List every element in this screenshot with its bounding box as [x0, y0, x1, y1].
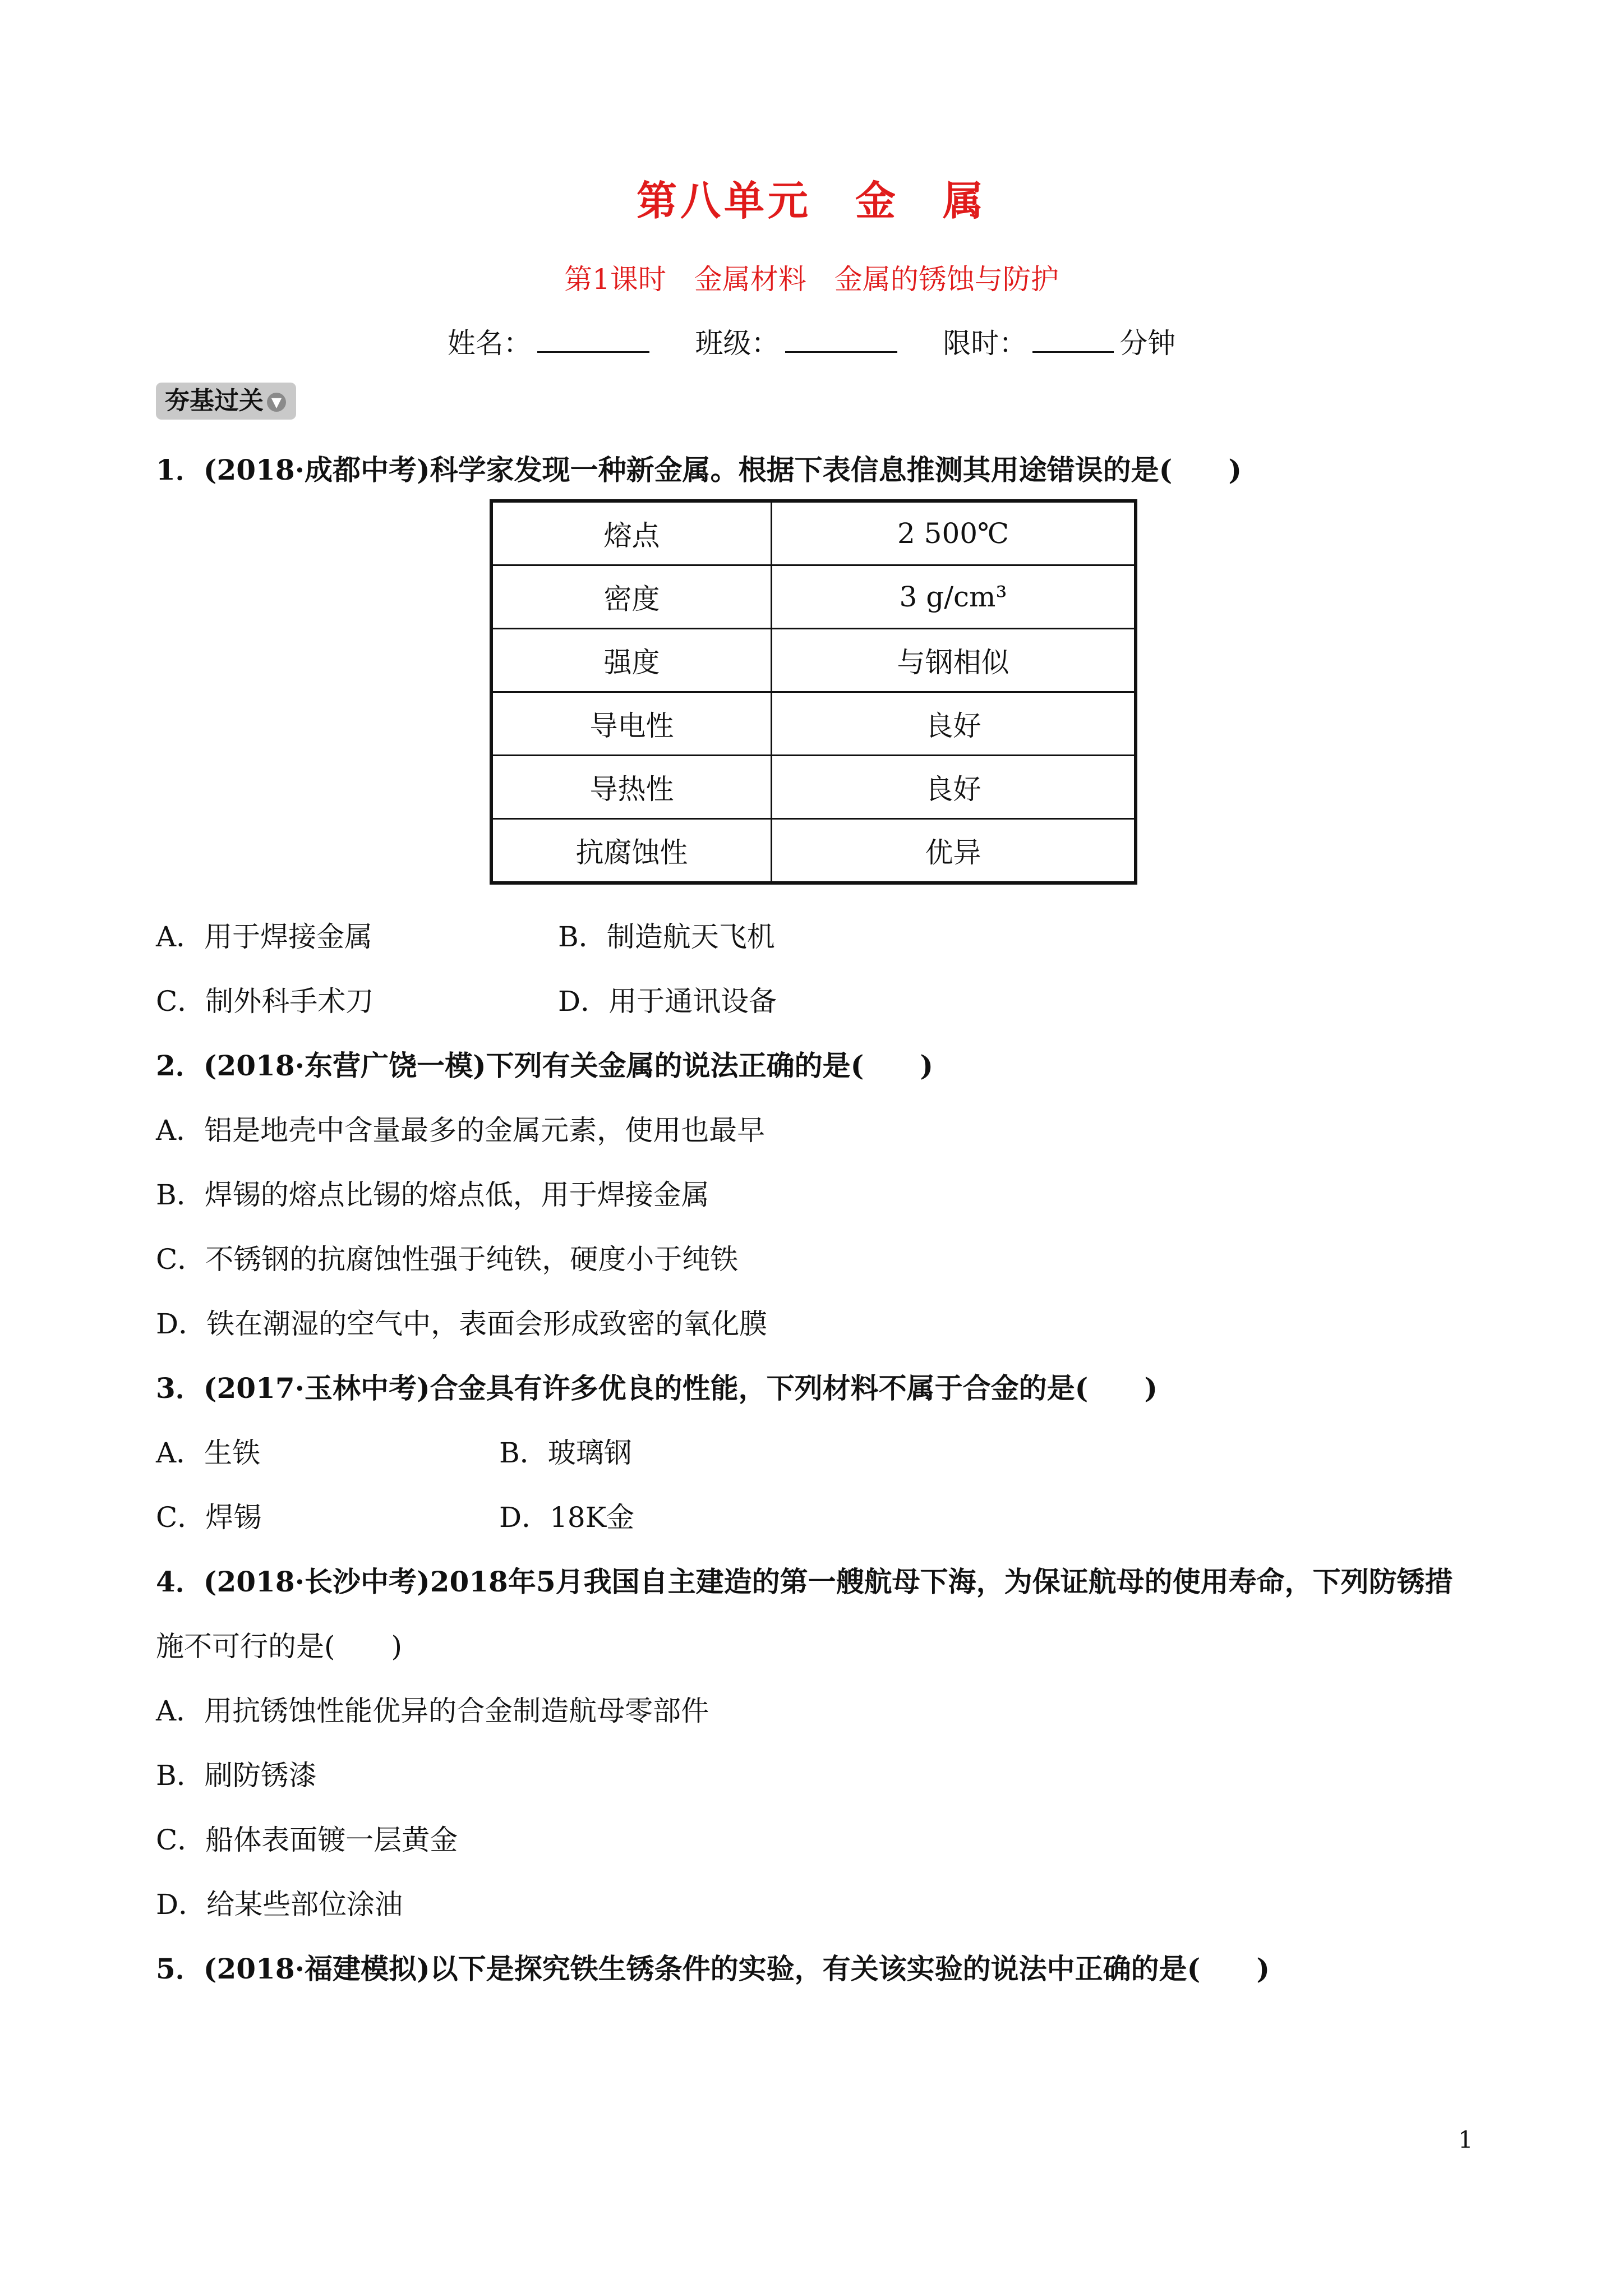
- table-cell: 导电性: [491, 692, 772, 756]
- table-row: [491, 819, 1136, 884]
- question-5-stem: 5．(2018·福建模拟)以下是探究铁生锈条件的实验，有关该实验的说法中正确的是( ): [156, 1952, 1270, 1985]
- q3-option-b[interactable]: B．玻璃钢: [499, 1437, 632, 1469]
- q3-option-a[interactable]: A．生铁: [156, 1437, 261, 1469]
- q3-option-d[interactable]: D．18K金: [499, 1501, 635, 1534]
- q1-option-c[interactable]: C．制外科手术刀: [156, 985, 374, 1018]
- q2-option-c[interactable]: C．不锈钢的抗腐蚀性强于纯铁，硬度小于纯铁: [156, 1243, 739, 1276]
- table-row: [491, 565, 1136, 629]
- page-number: 1: [1458, 2126, 1473, 2154]
- q4-option-c[interactable]: C．船体表面镀一层黄金: [156, 1824, 458, 1856]
- section-badge: [156, 383, 296, 420]
- table-cell: 导热性: [491, 756, 772, 819]
- q1-option-b[interactable]: B．制造航天飞机: [558, 921, 775, 953]
- q4-option-a[interactable]: A．用抗锈蚀性能优异的合金制造航母零部件: [156, 1695, 709, 1727]
- time-unit: 分钟: [1119, 327, 1176, 360]
- time-blank[interactable]: [1032, 326, 1114, 353]
- table-row: [491, 629, 1136, 692]
- question-4-stem: 4．(2018·长沙中考)2018年5月我国自主建造的第一艘航母下海，为保证航母的使用寿命，下列防锈措: [156, 1565, 1453, 1598]
- table-cell: 熔点: [491, 501, 772, 565]
- table-row: [491, 756, 1136, 819]
- class-blank[interactable]: [785, 326, 897, 353]
- question-3-stem: 3．(2017·玉林中考)合金具有许多优良的性能，下列材料不属于合金的是( ): [156, 1372, 1158, 1405]
- q1-option-d[interactable]: D．用于通讯设备: [558, 985, 777, 1018]
- section-badge-label: 夯基过关: [165, 386, 264, 415]
- q4-option-d[interactable]: D．给某些部位涂油: [156, 1888, 403, 1921]
- q2-option-a[interactable]: A．铝是地壳中含量最多的金属元素，使用也最早: [156, 1114, 766, 1147]
- time-label: 限时：: [943, 327, 1027, 360]
- table-cell: 抗腐蚀性: [491, 819, 772, 884]
- q4-option-b[interactable]: B．刷防锈漆: [156, 1759, 317, 1792]
- table-cell: 与钢相似: [772, 629, 1136, 692]
- lesson-subtitle: 第1课时 金属材料 金属的锈蚀与防护: [564, 263, 1059, 296]
- page-title: 第八单元 金 属: [636, 177, 986, 224]
- table-cell: 密度: [491, 565, 772, 629]
- down-arrow-icon: ▼: [267, 393, 286, 412]
- question-1-stem: 1．(2018·成都中考)科学家发现一种新金属。根据下表信息推测其用途错误的是( ): [156, 453, 1242, 486]
- table-cell: 良好: [772, 756, 1136, 819]
- metal-property-table: [490, 499, 1137, 885]
- name-blank[interactable]: [537, 326, 649, 353]
- table-row: [491, 692, 1136, 756]
- q2-option-b[interactable]: B．焊锡的熔点比锡的熔点低，用于焊接金属: [156, 1179, 709, 1211]
- student-info-line: [0, 321, 1623, 361]
- table-cell: 3 g/cm³: [772, 565, 1136, 629]
- class-label: 班级：: [695, 327, 780, 360]
- q2-option-d[interactable]: D．铁在潮湿的空气中，表面会形成致密的氧化膜: [156, 1308, 768, 1340]
- q3-option-c[interactable]: C．焊锡: [156, 1501, 262, 1534]
- table-cell: 2 500℃: [772, 501, 1136, 565]
- table-cell: 良好: [772, 692, 1136, 756]
- table-row: [491, 501, 1136, 565]
- table-cell: 强度: [491, 629, 772, 692]
- table-cell: 优异: [772, 819, 1136, 884]
- question-2-stem: 2．(2018·东营广饶一模)下列有关金属的说法正确的是( ): [156, 1049, 933, 1082]
- q1-option-a[interactable]: A．用于焊接金属: [156, 921, 373, 953]
- question-4-stem-continued: 施不可行的是( ): [156, 1630, 403, 1663]
- name-label: 姓名：: [447, 327, 532, 360]
